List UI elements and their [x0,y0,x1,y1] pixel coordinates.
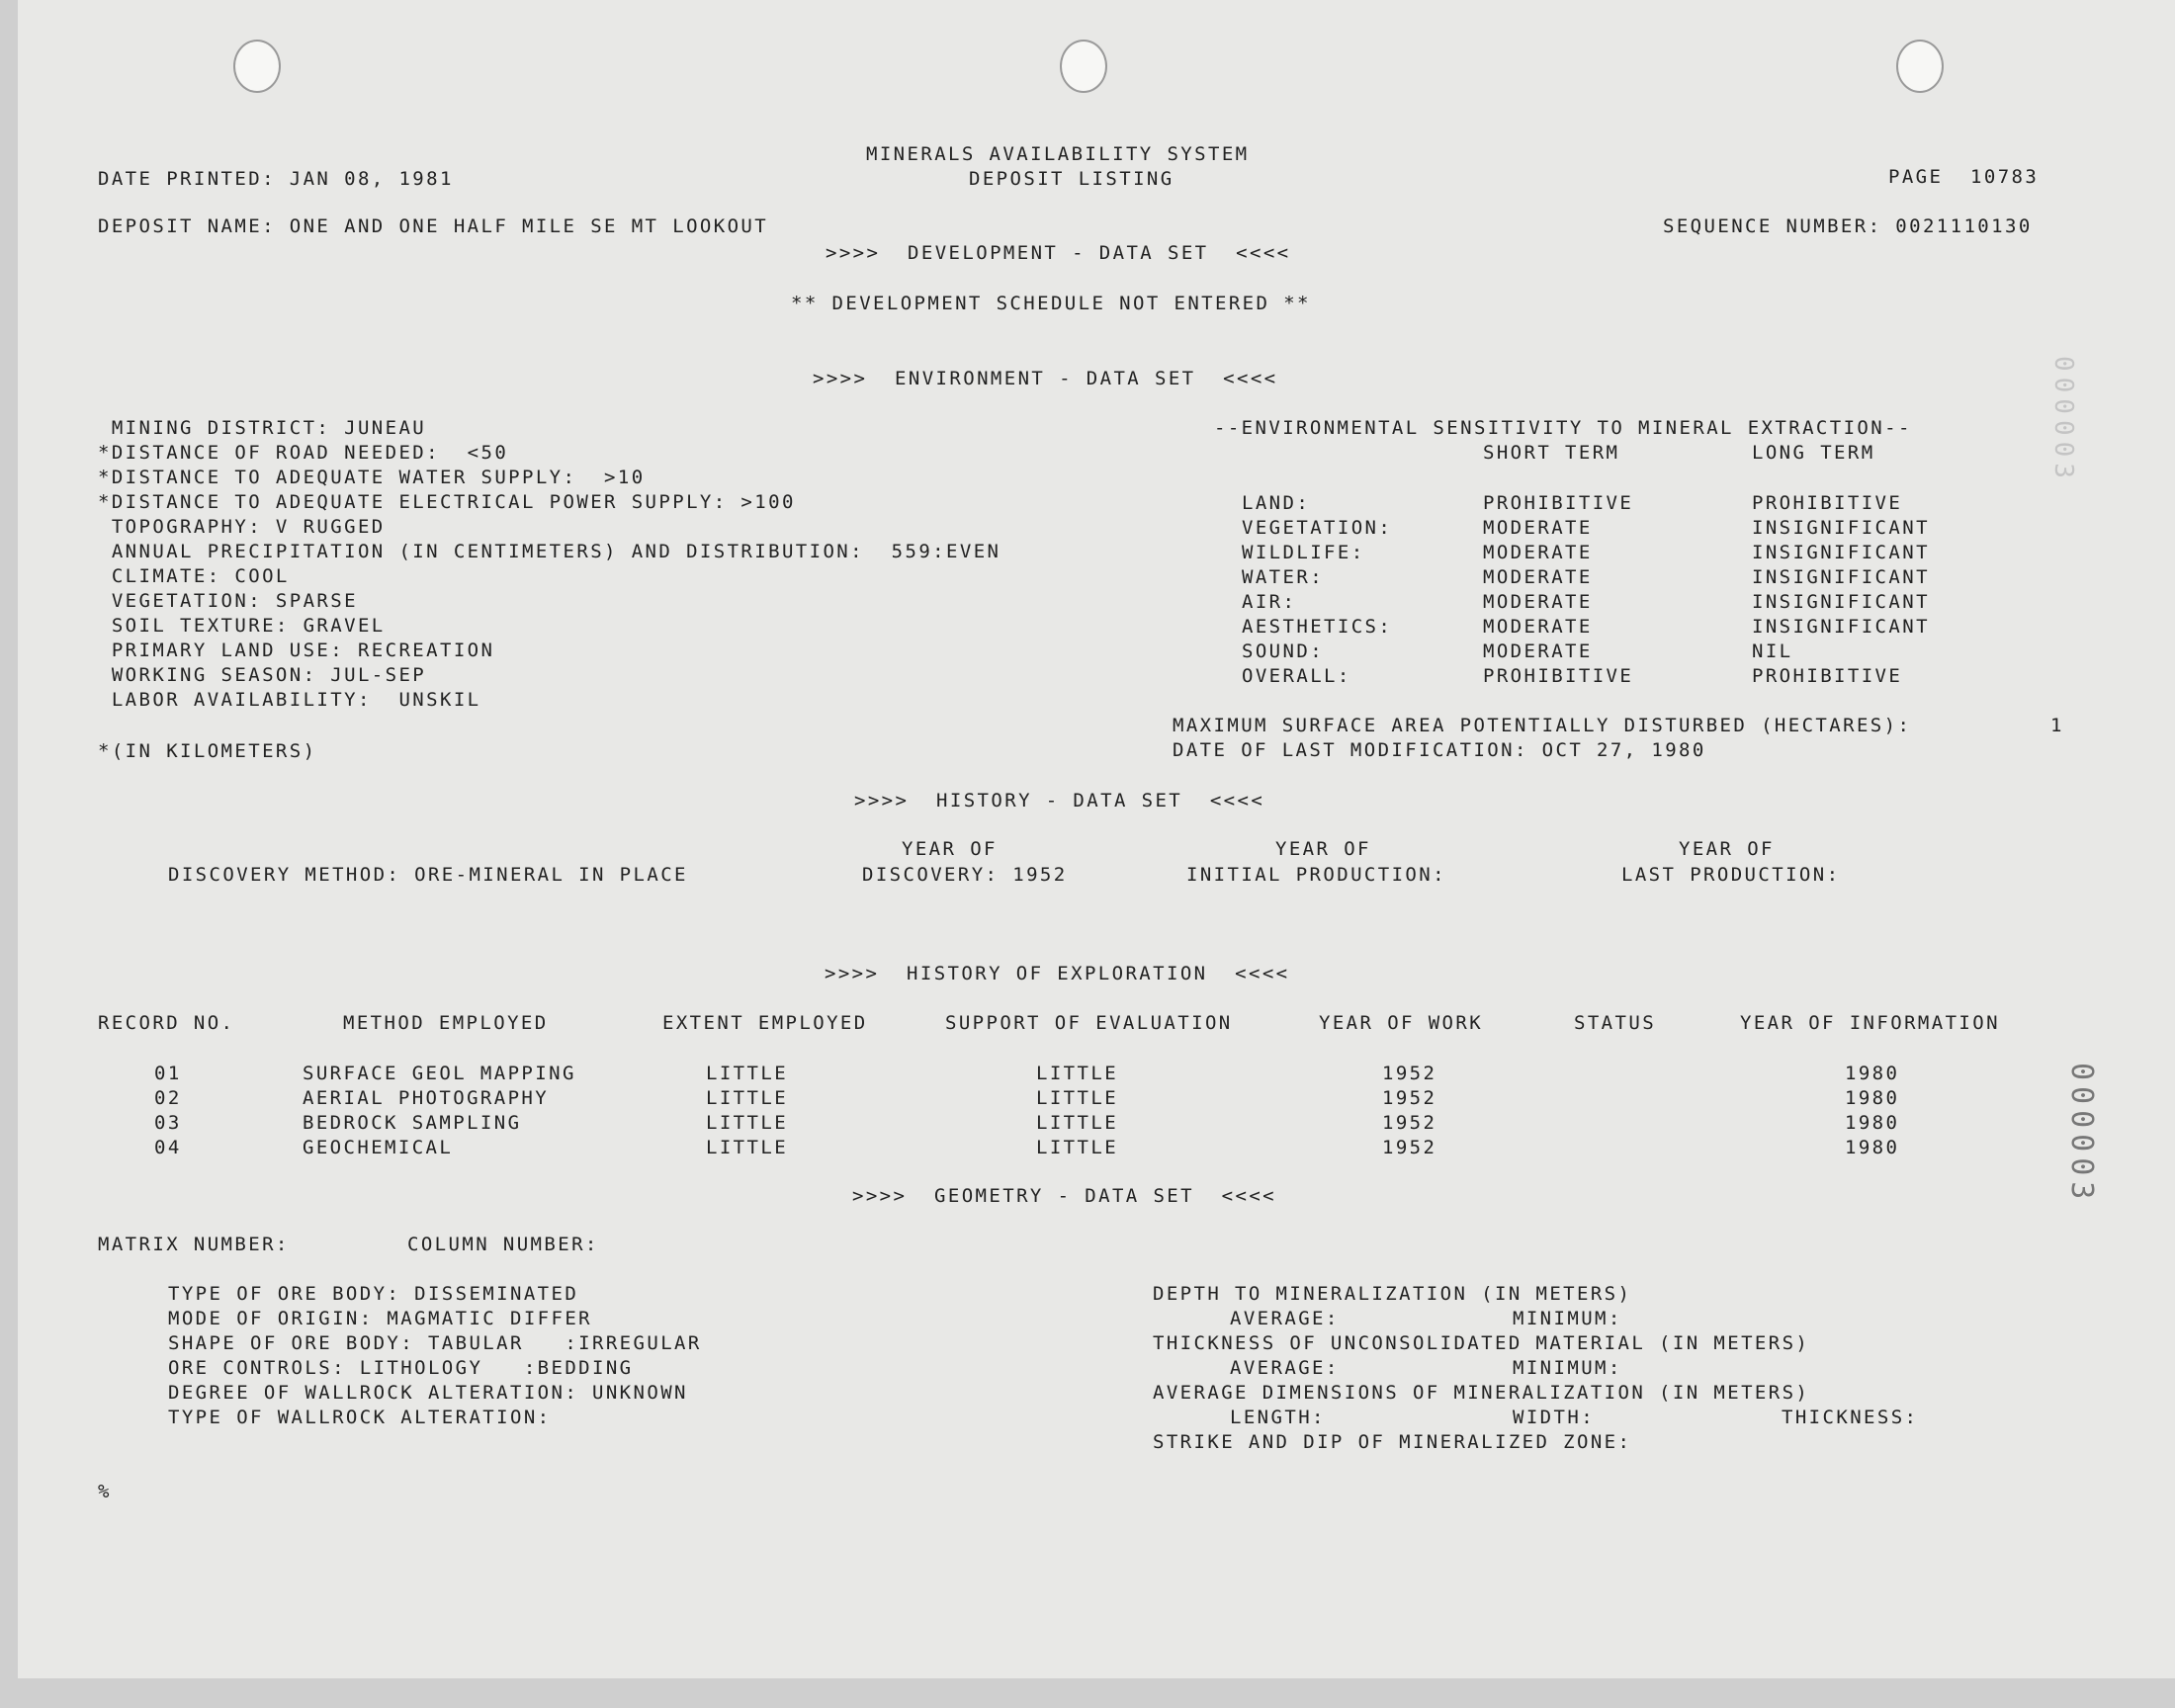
sensitivity-long: INSIGNIFICANT [1752,591,1930,613]
thickness-average: AVERAGE: [1230,1357,1340,1379]
column-number: COLUMN NUMBER: [407,1234,599,1255]
sensitivity-factor: VEGETATION: [1242,517,1393,539]
sensitivity-short: MODERATE [1483,591,1593,613]
geometry-line: ORE CONTROLS: LITHOLOGY :BEDDING [168,1357,634,1379]
margin-stamp: 000003 [2064,1063,2099,1206]
sensitivity-short: MODERATE [1483,542,1593,563]
environment-heading: >>>> ENVIRONMENT - DATA SET <<<< [813,368,1278,389]
punch-hole-right [1896,40,1944,93]
environment-line: SOIL TEXTURE: GRAVEL [98,615,386,637]
year-of-information: 1980 [1845,1063,1900,1084]
year-of-information: 1980 [1845,1087,1900,1109]
year-of-work: 1952 [1382,1087,1437,1109]
sensitivity-short: MODERATE [1483,640,1593,662]
sensitivity-factor: WATER: [1242,566,1325,588]
extent: LITTLE [706,1063,789,1084]
discovery-method: DISCOVERY METHOD: ORE-MINERAL IN PLACE [168,864,688,886]
sequence-number: SEQUENCE NUMBER: 0021110130 [1663,215,2033,237]
initial-production: INITIAL PRODUCTION: [1186,864,1446,886]
dimension-length: LENGTH: [1230,1407,1326,1428]
sensitivity-short: MODERATE [1483,517,1593,539]
sensitivity-factor: SOUND: [1242,640,1325,662]
depth-minimum: MINIMUM: [1513,1308,1622,1329]
long-term-label: LONG TERM [1752,442,1875,464]
extent: LITTLE [706,1087,789,1109]
discovery-year: DISCOVERY: 1952 [862,864,1068,886]
record-no: 04 [154,1137,182,1158]
sensitivity-factor: AESTHETICS: [1242,616,1393,638]
system-title: MINERALS AVAILABILITY SYSTEM [866,143,1250,165]
environment-line: CLIMATE: COOL [98,565,290,587]
environment-line: MINING DISTRICT: JUNEAU [98,417,427,439]
dimensions-title: AVERAGE DIMENSIONS OF MINERALIZATION (IN METERS) [1153,1382,1810,1404]
year-of-information: 1980 [1845,1137,1900,1158]
support: LITTLE [1036,1112,1119,1134]
strike-and-dip: STRIKE AND DIP OF MINERALIZED ZONE: [1153,1431,1632,1453]
initial-production-year-of-label: YEAR OF [1275,838,1371,860]
sensitivity-long: INSIGNIFICANT [1752,566,1930,588]
col-support-of-evaluation: SUPPORT OF EVALUATION [945,1012,1233,1034]
year-of-work: 1952 [1382,1137,1437,1158]
environment-line: WORKING SEASON: JUL-SEP [98,664,427,686]
environment-line: ANNUAL PRECIPITATION (IN CENTIMETERS) AND DISTRIBUTION: 559:EVEN [98,541,1001,562]
thickness-minimum: MINIMUM: [1513,1357,1622,1379]
sensitivity-long: PROHIBITIVE [1752,492,1903,514]
development-heading: >>>> DEVELOPMENT - DATA SET <<<< [826,242,1291,264]
method: AERIAL PHOTOGRAPHY [303,1087,550,1109]
sensitivity-long: NIL [1752,640,1793,662]
punch-hole-center [1060,40,1107,93]
sensitivity-short: MODERATE [1483,616,1593,638]
sensitivity-long: INSIGNIFICANT [1752,517,1930,539]
depth-title: DEPTH TO MINERALIZATION (IN METERS) [1153,1283,1632,1305]
sensitivity-long: INSIGNIFICANT [1752,542,1930,563]
col-year-of-information: YEAR OF INFORMATION [1740,1012,2000,1034]
sensitivity-long: INSIGNIFICANT [1752,616,1930,638]
record-no: 02 [154,1087,182,1109]
extent: LITTLE [706,1137,789,1158]
sensitivity-factor: AIR: [1242,591,1297,613]
geometry-line: DEGREE OF WALLROCK ALTERATION: UNKNOWN [168,1382,688,1404]
year-of-work: 1952 [1382,1063,1437,1084]
short-term-label: SHORT TERM [1483,442,1620,464]
method: SURFACE GEOL MAPPING [303,1063,576,1084]
col-record-no: RECORD NO. [98,1012,235,1034]
environment-line: LABOR AVAILABILITY: UNSKIL [98,689,481,711]
dimension-width: WIDTH: [1513,1407,1596,1428]
sensitivity-title: --ENVIRONMENTAL SENSITIVITY TO MINERAL EXTRACTION-- [1214,417,1912,439]
geometry-line: TYPE OF ORE BODY: DISSEMINATED [168,1283,579,1305]
geometry-heading: >>>> GEOMETRY - DATA SET <<<< [852,1185,1277,1207]
matrix-number: MATRIX NUMBER: [98,1234,290,1255]
max-surface-area-value: 1 [2050,715,2064,736]
sensitivity-short: PROHIBITIVE [1483,665,1634,687]
sensitivity-short: MODERATE [1483,566,1593,588]
sensitivity-factor: LAND: [1242,492,1311,514]
punch-hole-left [233,40,281,93]
extent: LITTLE [706,1112,789,1134]
dimension-thickness: THICKNESS: [1782,1407,1919,1428]
sensitivity-long: PROHIBITIVE [1752,665,1903,687]
sensitivity-factor: WILDLIFE: [1242,542,1365,563]
last-production-year-of-label: YEAR OF [1679,838,1775,860]
last-production: LAST PRODUCTION: [1621,864,1841,886]
last-modification-date: DATE OF LAST MODIFICATION: OCT 27, 1980 [1173,739,1706,761]
deposit-name: DEPOSIT NAME: ONE AND ONE HALF MILE SE MT LOOKOUT [98,215,769,237]
exploration-heading: >>>> HISTORY OF EXPLORATION <<<< [825,963,1290,984]
year-of-work: 1952 [1382,1112,1437,1134]
history-heading: >>>> HISTORY - DATA SET <<<< [854,790,1265,811]
depth-average: AVERAGE: [1230,1308,1340,1329]
page-number: PAGE 10783 [1888,166,2040,188]
record-no: 01 [154,1063,182,1084]
development-schedule-note: ** DEVELOPMENT SCHEDULE NOT ENTERED ** [791,293,1311,314]
col-status: STATUS [1574,1012,1657,1034]
footer-mark: % [98,1481,112,1502]
support: LITTLE [1036,1063,1119,1084]
discovery-year-of-label: YEAR OF [902,838,998,860]
sensitivity-short: PROHIBITIVE [1483,492,1634,514]
thickness-title: THICKNESS OF UNCONSOLIDATED MATERIAL (IN METERS) [1153,1332,1810,1354]
listing-title: DEPOSIT LISTING [969,168,1174,190]
geometry-line: MODE OF ORIGIN: MAGMATIC DIFFER [168,1308,593,1329]
environment-line: TOPOGRAPHY: V RUGGED [98,516,386,538]
geometry-line: SHAPE OF ORE BODY: TABULAR :IRREGULAR [168,1332,702,1354]
record-no: 03 [154,1112,182,1134]
support: LITTLE [1036,1137,1119,1158]
environment-line: *DISTANCE TO ADEQUATE ELECTRICAL POWER SUPPLY: >100 [98,491,796,513]
kilometers-note: *(IN KILOMETERS) [98,740,317,762]
method: BEDROCK SAMPLING [303,1112,522,1134]
environment-line: *DISTANCE TO ADEQUATE WATER SUPPLY: >10 [98,467,646,488]
environment-line: VEGETATION: SPARSE [98,590,358,612]
date-printed: DATE PRINTED: JAN 08, 1981 [98,168,454,190]
environment-line: *DISTANCE OF ROAD NEEDED: <50 [98,442,509,464]
support: LITTLE [1036,1087,1119,1109]
geometry-line: TYPE OF WALLROCK ALTERATION: [168,1407,552,1428]
col-extent-employed: EXTENT EMPLOYED [662,1012,868,1034]
margin-stamp-faint: 000003 [2048,356,2078,484]
year-of-information: 1980 [1845,1112,1900,1134]
col-method-employed: METHOD EMPLOYED [343,1012,549,1034]
sensitivity-factor: OVERALL: [1242,665,1351,687]
environment-line: PRIMARY LAND USE: RECREATION [98,640,495,661]
col-year-of-work: YEAR OF WORK [1319,1012,1484,1034]
method: GEOCHEMICAL [303,1137,454,1158]
max-surface-area-label: MAXIMUM SURFACE AREA POTENTIALLY DISTURBED (HECTARES): [1173,715,1912,736]
